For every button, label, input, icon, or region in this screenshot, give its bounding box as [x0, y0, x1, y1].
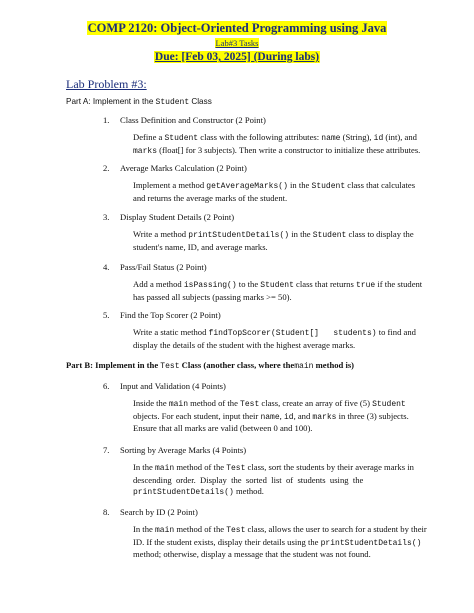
description-line [133, 398, 423, 411]
description-line [133, 524, 427, 537]
task-description [133, 398, 423, 435]
code-term: printStudentDetails() [188, 231, 290, 240]
task-number: 3. [103, 212, 110, 222]
text-run: method of the [174, 524, 227, 534]
code-term: marks [312, 412, 337, 422]
text-run: , [279, 410, 284, 421]
task-number: 8. [103, 507, 110, 517]
description-line [133, 423, 423, 435]
task-number: 7. [103, 445, 110, 455]
text-run: Ensure that all marks are valid (between 0 and 100). [133, 423, 313, 434]
code-term: Student [260, 281, 294, 290]
description-line [133, 145, 423, 158]
lab-problem-heading: Lab Problem #3: [66, 77, 147, 91]
task-number: 6. [103, 381, 110, 391]
code-term: id [283, 412, 294, 422]
text-run: has passed all subjects (passing marks >= 50). [133, 291, 292, 302]
text-run: (String), [340, 132, 374, 142]
code-term: main [154, 526, 175, 535]
text-run: class, sort the students by their average marks in [245, 462, 414, 472]
code-term: Test [240, 400, 260, 409]
description-line [133, 462, 423, 475]
text-run: Implement a method [133, 180, 207, 190]
description-line [133, 193, 423, 205]
task-description [133, 279, 423, 303]
code-term: Student [164, 134, 199, 143]
text-run: and returns the average marks of the student. [133, 192, 288, 203]
task-title: Input and Validation (4 Points) [120, 381, 226, 391]
code-term: isPassing() [183, 281, 237, 290]
code-term: findTopScorer(Student[] students) [208, 329, 377, 338]
text-run: method of the [188, 398, 241, 408]
text-run: class that calculates [345, 180, 416, 190]
task-description [133, 229, 423, 253]
code-term: id [373, 134, 384, 143]
text-run: objects. For each student, input their [133, 410, 261, 421]
task-title: Sorting by Average Marks (4 Points) [120, 445, 247, 455]
text-run: Write a static method [133, 327, 209, 337]
part-a-heading: Part A: Implement in the Student Class [66, 97, 212, 107]
code-term: getAverageMarks() [206, 182, 288, 191]
text-run: class that returns [293, 279, 356, 289]
text-run: in three (3) subjects. [336, 410, 409, 421]
description-line [133, 242, 423, 254]
task-title: Class Definition and Constructor (2 Point) [120, 115, 266, 125]
task-number: 5. [103, 310, 110, 320]
text-run: Write a method [133, 229, 189, 239]
lab-subtitle: Lab#3 Tasks [215, 38, 259, 48]
code-term: marks [133, 146, 158, 156]
text-run: Inside the [133, 398, 169, 408]
task-description [133, 180, 423, 204]
description-line [133, 279, 423, 292]
task-title: Find the Top Scorer (2 Point) [120, 310, 221, 320]
text-run: Define a [133, 132, 165, 142]
text-run: (float[] for 3 subjects). Then write a constructor to initialize these attributes. [157, 144, 421, 155]
code-term: main [168, 400, 189, 409]
code-term: Test [226, 464, 246, 473]
code-term: printStudentDetails() [320, 538, 422, 548]
description-line [133, 475, 423, 487]
description-line [133, 229, 423, 242]
code-term: name [321, 134, 341, 143]
task-number: 2. [103, 163, 110, 173]
description-line [133, 327, 423, 340]
code-term: name [260, 412, 280, 422]
code-term: Test [226, 526, 246, 535]
task-number: 1. [103, 115, 110, 125]
due-date: Due: [Feb 03, 2025] (During labs) [154, 51, 320, 63]
task-title: Display Student Details (2 Point) [120, 212, 235, 222]
text-run: method of the [174, 462, 227, 472]
text-run: class with the following attributes: [198, 132, 322, 142]
task-description [133, 462, 423, 499]
description-line [133, 411, 423, 424]
text-run: class, allows the user to search for a student by their [245, 524, 427, 534]
course-title: COMP 2120: Object-Oriented Programming using Java [87, 21, 387, 35]
task-description [133, 524, 427, 561]
code-term: Student [312, 231, 347, 240]
text-run: method. [233, 486, 264, 497]
text-run: class, create an array of five (5) [259, 398, 373, 408]
text-run: method; otherwise, display a message that the student was not found. [133, 549, 371, 560]
text-run: ID. If the student exists, display their details using the [133, 536, 321, 547]
text-run: (int), and [383, 132, 417, 142]
task-description [133, 132, 423, 157]
code-term: true [355, 281, 376, 290]
text-run: in the [287, 180, 312, 190]
code-term: printStudentDetails() [133, 488, 234, 498]
text-run: , and [293, 410, 313, 421]
description-line [133, 292, 423, 304]
text-run: Add a method [133, 279, 184, 289]
description-line [133, 537, 423, 550]
text-run: In the [133, 462, 155, 472]
text-run: student's name, ID, and average marks. [133, 241, 268, 252]
task-title: Average Marks Calculation (2 Point) [120, 163, 247, 173]
description-line [133, 340, 423, 352]
task-title: Search by ID (2 Point) [120, 507, 198, 517]
text-run: In the [133, 524, 155, 534]
text-run: display the details of the student with the highest average marks. [133, 339, 356, 350]
text-run: to the [236, 279, 261, 289]
text-run: to find and [376, 327, 416, 337]
description-line [133, 180, 423, 193]
text-run: if the student [375, 279, 423, 289]
task-title: Pass/Fail Status (2 Point) [120, 262, 207, 272]
text-run: in the [289, 229, 313, 239]
text-run: class to display the [346, 229, 414, 239]
description-line [133, 549, 423, 561]
task-number: 4. [103, 262, 110, 272]
part-b-heading: Part B: Implement in the Test Class (another class, where themain method is) [66, 360, 355, 371]
text-run: descending order. Display the sorted list of students using the [133, 474, 364, 485]
code-term: main [154, 464, 175, 473]
description-line [133, 132, 423, 145]
description-line [133, 486, 423, 499]
code-term: Student [372, 400, 406, 409]
code-term: Student [311, 182, 346, 191]
task-description [133, 327, 423, 351]
